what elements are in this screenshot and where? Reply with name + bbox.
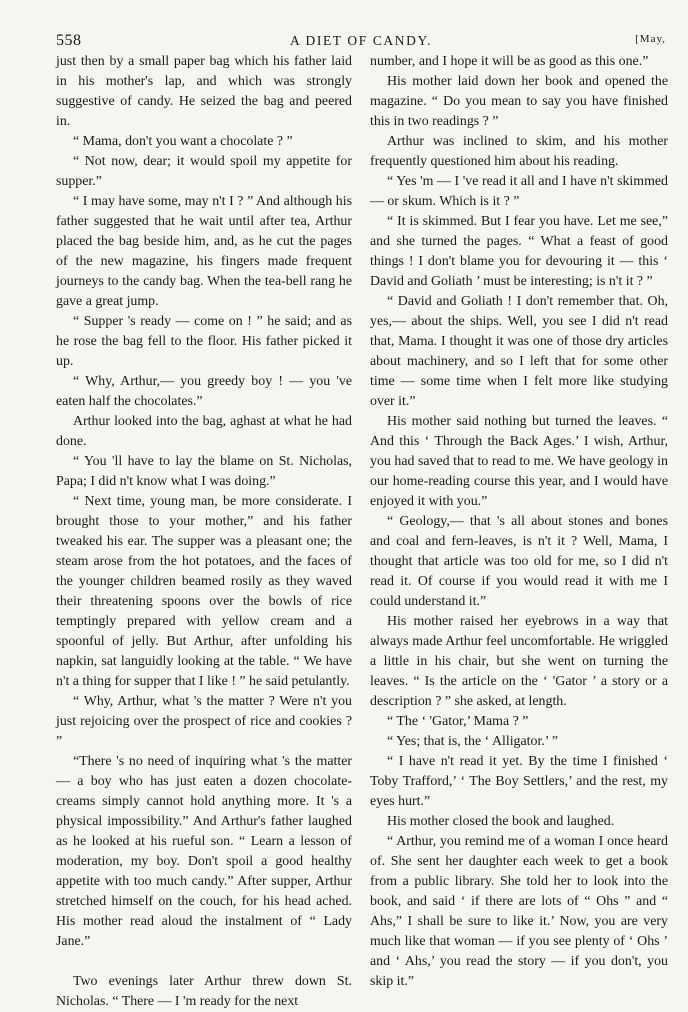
paragraph: “ Geology,— that 's all about stones and bones and coal and fern-leaves, is n't it ? Well, Mama, I thought that article was too old for me, so I did n't read it. Of course if you would read it with me I could understand it.” bbox=[370, 514, 668, 609]
page-number: 558 bbox=[56, 32, 82, 49]
paragraph: “ Yes 'm — I 've read it all and I have n't skimmed — or skum. Which is it ? ” bbox=[370, 174, 668, 209]
paragraph: His mother said nothing but turned the leaves. “ And this ‘ Through the Back Ages.’ I wish, Arthur, you had saved that to read to me. We have geology in our home-reading course this year, and I would have enjoyed it with you.” bbox=[370, 414, 668, 509]
paragraph: “ Next time, young man, be more considerate. I brought those to your mother,” and his father tweaked his ear. The supper was a pleasant one; the steam arose from the hot potatoes, and the faces of the younger children beamed rosily as they waved their threatening spoons over the bowls of rice temptingly prepared with yellow cream and a spoonful of jelly. But Arthur, after unfolding his napkin, sat languidly looking at the table. “ We have n't a thing for supper that I like ! ” he said petulantly. bbox=[56, 494, 352, 689]
paragraph: Arthur looked into the bag, aghast at what he had done. bbox=[56, 414, 352, 449]
paragraph: Two evenings later Arthur threw down St. Nicholas. “ There — I 'm ready for the next bbox=[56, 974, 352, 1009]
paragraph: “There 's no need of inquiring what 's the matter — a boy who has just eaten a dozen chocolate-creams simply cannot hold anything more. It 's a physical impossibility.” And Arthur's father laughed as he looked at his rueful son. “ Learn a lesson of moderation, my boy. Don't spoil a good healthy appetite with too much candy.” After supper, Arthur stretched himself on the couch, for his head ached. His mother read aloud the instalment of “ Lady Jane.” bbox=[56, 754, 352, 949]
paragraph: just then by a small paper bag which his father laid in his mother's lap, and which was strongly suggestive of candy. He seized the bag and peered in. bbox=[56, 54, 352, 129]
paragraph: “ Arthur, you remind me of a woman I once heard of. She sent her daughter each week to get a book from a public library. She told her to look into the book, and said ‘ if there are lots of “ Ohs ” and “ Ahs,” I shall be sure to like it.’ Now, you are very much like that woman — if you see plenty of ‘ Ohs ’ and ‘ Ahs,’ you read the story — if you don't, you skip it.” bbox=[370, 834, 668, 989]
paragraph: His mother laid down her book and opened the magazine. “ Do you mean to say you have finished this in two readings ? ” bbox=[370, 74, 668, 129]
paragraph: “ David and Goliath ! I don't remember that. Oh, yes,— about the ships. Well, you see I did n't read that, Mama. I thought it was one of those dry articles about machinery, and so I left that for some other time — some time when I felt more like studying over it.” bbox=[370, 294, 668, 409]
paragraph: “ Yes; that is, the ‘ Alligator.’ ” bbox=[387, 734, 559, 749]
paragraph: “ Why, Arthur, what 's the matter ? Were n't you just rejoicing over the prospect of rice and cookies ? ” bbox=[56, 694, 352, 749]
paragraph: His mother raised her eyebrows in a way that always made Arthur feel uncomfortable. He wriggled a little in his chair, but she went on turning the leaves. “ Is the article on the ‘ 'Gator ’ a story or a description ? ” she asked, at length. bbox=[370, 614, 668, 709]
paragraph: “ You 'll have to lay the blame on St. Nicholas, Papa; I did n't know what I was doing.” bbox=[56, 454, 352, 489]
paragraph: “ Why, Arthur,— you greedy boy ! — you 've eaten half the chocolates.” bbox=[56, 374, 352, 409]
right-column bbox=[370, 52, 668, 992]
paragraph: “ Mama, don't you want a chocolate ? ” bbox=[73, 134, 293, 149]
paragraph: Arthur was inclined to skim, and his mother frequently questioned him about his reading. bbox=[370, 134, 668, 169]
paragraph: “ I have n't read it yet. By the time I finished ‘ Toby Trafford,’ ‘ The Boy Settlers,’ and the rest, my eyes hurt.” bbox=[370, 754, 668, 809]
running-month: [May, bbox=[635, 33, 666, 45]
running-title: A DIET OF CANDY. bbox=[289, 33, 433, 48]
paragraph: number, and I hope it will be as good as this one.” bbox=[370, 54, 649, 69]
paragraph: “ It is skimmed. But I fear you have. Let me see,” and she turned the pages. “ What a feast of good things ! I don't blame you for devouring it — this ‘ David and Goliath ’ must be interesting; is n't it ? ” bbox=[370, 214, 668, 289]
left-column bbox=[56, 52, 352, 1012]
page-header bbox=[56, 30, 666, 50]
paragraph: His mother closed the book and laughed. bbox=[387, 814, 615, 829]
paragraph: “ I may have some, may n't I ? ” And although his father suggested that he wait until after tea, Arthur placed the bag beside him, and, as he cut the pages of the new magazine, his fingers made frequent journeys to the candy bag. When the tea-bell rang he gave a great jump. bbox=[56, 194, 352, 309]
paragraph: “ Supper 's ready — come on ! ” he said; and as he rose the bag fell to the floor. His father picked it up. bbox=[56, 314, 352, 369]
paragraph: “ The ‘ 'Gator,’ Mama ? ” bbox=[387, 714, 529, 729]
paragraph: “ Not now, dear; it would spoil my appetite for supper.” bbox=[56, 154, 352, 189]
